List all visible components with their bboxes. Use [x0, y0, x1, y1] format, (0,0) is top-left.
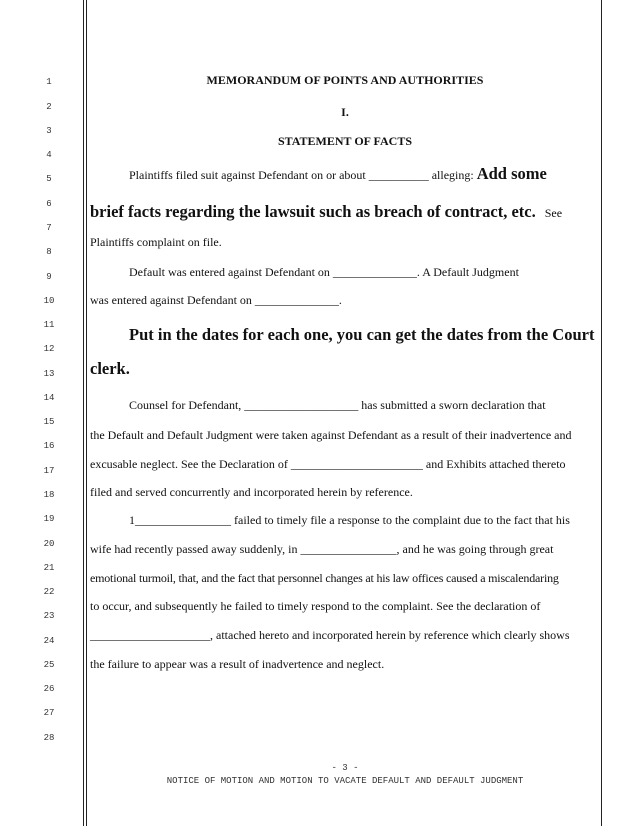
body-line: 1________________ failed to timely file a response to the complaint due to the fact that his [129, 513, 570, 527]
line-number: 9 [46, 272, 52, 282]
line-number: 6 [46, 199, 52, 209]
body-line: filed and served concurrently and incorporated herein by reference. [90, 485, 413, 499]
memorandum-title: MEMORANDUM OF POINTS AND AUTHORITIES [206, 73, 484, 87]
line-number: 11 [43, 320, 55, 330]
line-number: 28 [43, 733, 55, 743]
line-number: 26 [43, 684, 55, 694]
instruction-note: Put in the dates for each one, you can get the dates from the Court [129, 325, 595, 344]
line-number: 3 [46, 126, 52, 136]
body-line: the failure to appear was a result of inadvertence and neglect. [90, 657, 385, 671]
body-line: emotional turmoil, that, and the fact that personnel changes at his law offices caused a miscalendaring [90, 571, 559, 585]
line-number: 19 [43, 514, 55, 524]
body-line: excusable neglect. See the Declaration of ______________________ and Exhibits attached thereto [90, 457, 566, 471]
line-number: 14 [43, 393, 55, 403]
footer-caption: NOTICE OF MOTION AND MOTION TO VACATE DEFAULT AND DEFAULT JUDGMENT [166, 776, 524, 786]
body-line: to occur, and subsequently he failed to timely respond to the complaint. See the declaration of [90, 599, 541, 613]
body-text: Plaintiffs filed suit against Defendant on or about __________ alleging: [129, 168, 474, 182]
line-number: 24 [43, 636, 55, 646]
section-title: STATEMENT OF FACTS [277, 134, 413, 148]
left-margin-rule-inner [86, 0, 87, 826]
body-line: Counsel for Defendant, ___________________ has submitted a sworn declaration that [129, 398, 546, 412]
instruction-text: brief facts regarding the lawsuit such as breach of contract, etc. [90, 202, 536, 221]
body-line: wife had recently passed away suddenly, in ________________, and he was going through great [90, 542, 554, 556]
line-number: 27 [43, 708, 55, 718]
section-number: I. [341, 105, 349, 119]
body-line: Plaintiffs complaint on file. [90, 235, 222, 249]
line-number: 13 [43, 369, 55, 379]
body-line [129, 162, 547, 187]
line-number: 21 [43, 563, 55, 573]
line-number: 5 [46, 174, 52, 184]
line-number: 2 [46, 102, 52, 112]
body-line: Default was entered against Defendant on ______________. A Default Judgment [129, 265, 519, 279]
body-text: See [544, 206, 563, 220]
line-number: 12 [43, 344, 55, 354]
line-number: 10 [43, 296, 55, 306]
line-number: 23 [43, 611, 55, 621]
line-number: 4 [46, 150, 52, 160]
instruction-text: Add some [476, 164, 547, 183]
line-number: 25 [43, 660, 55, 670]
line-number: 15 [43, 417, 55, 427]
line-number: 17 [43, 466, 55, 476]
body-line: the Default and Default Judgment were taken against Defendant as a result of their inadvertence and [90, 428, 572, 442]
line-number: 7 [46, 223, 52, 233]
right-margin-rule [601, 0, 602, 826]
body-line: ____________________, attached hereto and incorporated herein by reference which clearly shows [90, 628, 570, 642]
body-line: was entered against Defendant on ______________. [90, 293, 342, 307]
left-margin-rule-outer [83, 0, 84, 826]
body-line [90, 200, 562, 225]
line-number: 18 [43, 490, 55, 500]
instruction-note: clerk. [90, 359, 130, 378]
page-number: - 3 - [331, 763, 359, 773]
line-number: 1 [46, 77, 52, 87]
line-number: 8 [46, 247, 52, 257]
line-number: 20 [43, 539, 55, 549]
line-number: 16 [43, 441, 55, 451]
line-number: 22 [43, 587, 55, 597]
